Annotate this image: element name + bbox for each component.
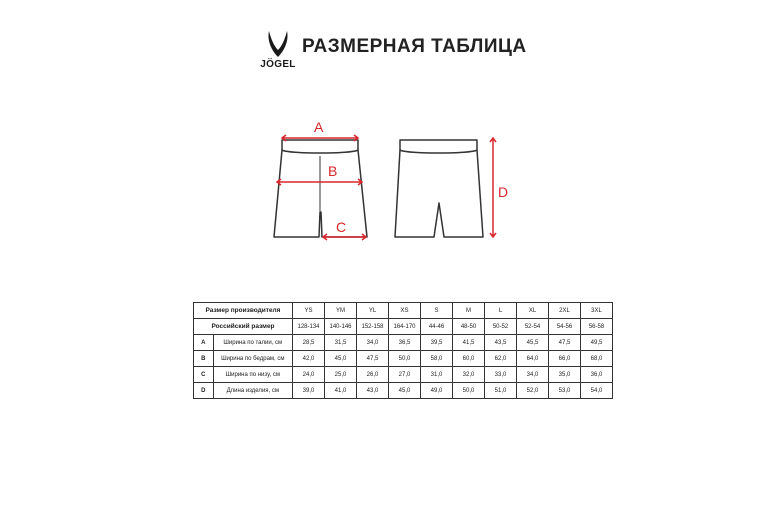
value-cell: 41,5 (453, 335, 485, 351)
value-cell: 39,5 (421, 335, 453, 351)
value-cell: 45,5 (517, 335, 549, 351)
size-cell: 152-158 (357, 319, 389, 335)
value-cell: 31,0 (421, 367, 453, 383)
value-cell: 58,0 (421, 351, 453, 367)
page-title: РАЗМЕРНАЯ ТАБЛИЦА (302, 36, 527, 57)
value-cell: 66,0 (549, 351, 581, 367)
value-cell: 26,0 (357, 367, 389, 383)
size-cell: L (485, 303, 517, 319)
measure-code: A (194, 335, 214, 351)
size-cell: 128-134 (293, 319, 325, 335)
value-cell: 28,5 (293, 335, 325, 351)
value-cell: 49,5 (581, 335, 613, 351)
value-cell: 43,5 (485, 335, 517, 351)
table-row (194, 335, 613, 351)
value-cell: 27,0 (389, 367, 421, 383)
shorts-diagram (260, 110, 520, 250)
size-table (193, 302, 613, 399)
value-cell: 25,0 (325, 367, 357, 383)
length-arrow (490, 138, 496, 237)
marker-b: B (328, 163, 338, 179)
value-cell: 50,0 (389, 351, 421, 367)
russian-size-header: Российский размер (194, 319, 293, 335)
table-row (194, 351, 613, 367)
size-cell: S (421, 303, 453, 319)
value-cell: 31,5 (325, 335, 357, 351)
measure-label: Длина изделия, см (213, 383, 292, 399)
size-cell: YL (357, 303, 389, 319)
measure-label: Ширина по низу, см (213, 367, 292, 383)
measure-label: Ширина по талии, см (213, 335, 292, 351)
jogel-emblem-icon (266, 30, 290, 58)
manufacturer-size-header: Размер производителя (194, 303, 293, 319)
value-cell: 50,0 (453, 383, 485, 399)
size-cell: 3XL (581, 303, 613, 319)
value-cell: 41,0 (325, 383, 357, 399)
value-cell: 49,0 (421, 383, 453, 399)
value-cell: 45,0 (325, 351, 357, 367)
measure-code: B (194, 351, 214, 367)
value-cell: 68,0 (581, 351, 613, 367)
table-row (194, 383, 613, 399)
value-cell: 53,0 (549, 383, 581, 399)
size-cell: 54-56 (549, 319, 581, 335)
value-cell: 35,0 (549, 367, 581, 383)
size-cell: YM (325, 303, 357, 319)
value-cell: 51,0 (485, 383, 517, 399)
size-cell: 56-58 (581, 319, 613, 335)
value-cell: 64,0 (517, 351, 549, 367)
marker-a: A (314, 119, 324, 135)
table-row (194, 303, 613, 319)
value-cell: 52,0 (517, 383, 549, 399)
value-cell: 34,0 (357, 335, 389, 351)
size-cell: XS (389, 303, 421, 319)
value-cell: 54,0 (581, 383, 613, 399)
value-cell: 45,0 (389, 383, 421, 399)
value-cell: 42,0 (293, 351, 325, 367)
size-cell: 44-46 (421, 319, 453, 335)
size-cell: 48-50 (453, 319, 485, 335)
size-cell: 164-170 (389, 319, 421, 335)
value-cell: 43,0 (357, 383, 389, 399)
value-cell: 47,5 (549, 335, 581, 351)
table-row (194, 319, 613, 335)
brand-name: JÖGEL (260, 59, 296, 70)
marker-d: D (498, 184, 509, 200)
value-cell: 36,0 (581, 367, 613, 383)
value-cell: 24,0 (293, 367, 325, 383)
size-cell: M (453, 303, 485, 319)
size-cell: XL (517, 303, 549, 319)
marker-c: C (336, 219, 347, 235)
measure-label: Ширина по бедрам, см (213, 351, 292, 367)
value-cell: 47,5 (357, 351, 389, 367)
size-cell: 50-52 (485, 319, 517, 335)
size-cell: 2XL (549, 303, 581, 319)
table-row (194, 367, 613, 383)
value-cell: 33,0 (485, 367, 517, 383)
size-cell: YS (293, 303, 325, 319)
value-cell: 62,0 (485, 351, 517, 367)
size-cell: 52-54 (517, 319, 549, 335)
measurement-arrows (277, 135, 496, 240)
size-cell: 140-146 (325, 319, 357, 335)
value-cell: 60,0 (453, 351, 485, 367)
value-cell: 36,5 (389, 335, 421, 351)
shorts-back-view (395, 140, 483, 237)
value-cell: 34,0 (517, 367, 549, 383)
value-cell: 39,0 (293, 383, 325, 399)
brand-logo (258, 30, 298, 74)
measure-code: C (194, 367, 214, 383)
value-cell: 32,0 (453, 367, 485, 383)
measure-code: D (194, 383, 214, 399)
shorts-front-view (274, 140, 367, 237)
